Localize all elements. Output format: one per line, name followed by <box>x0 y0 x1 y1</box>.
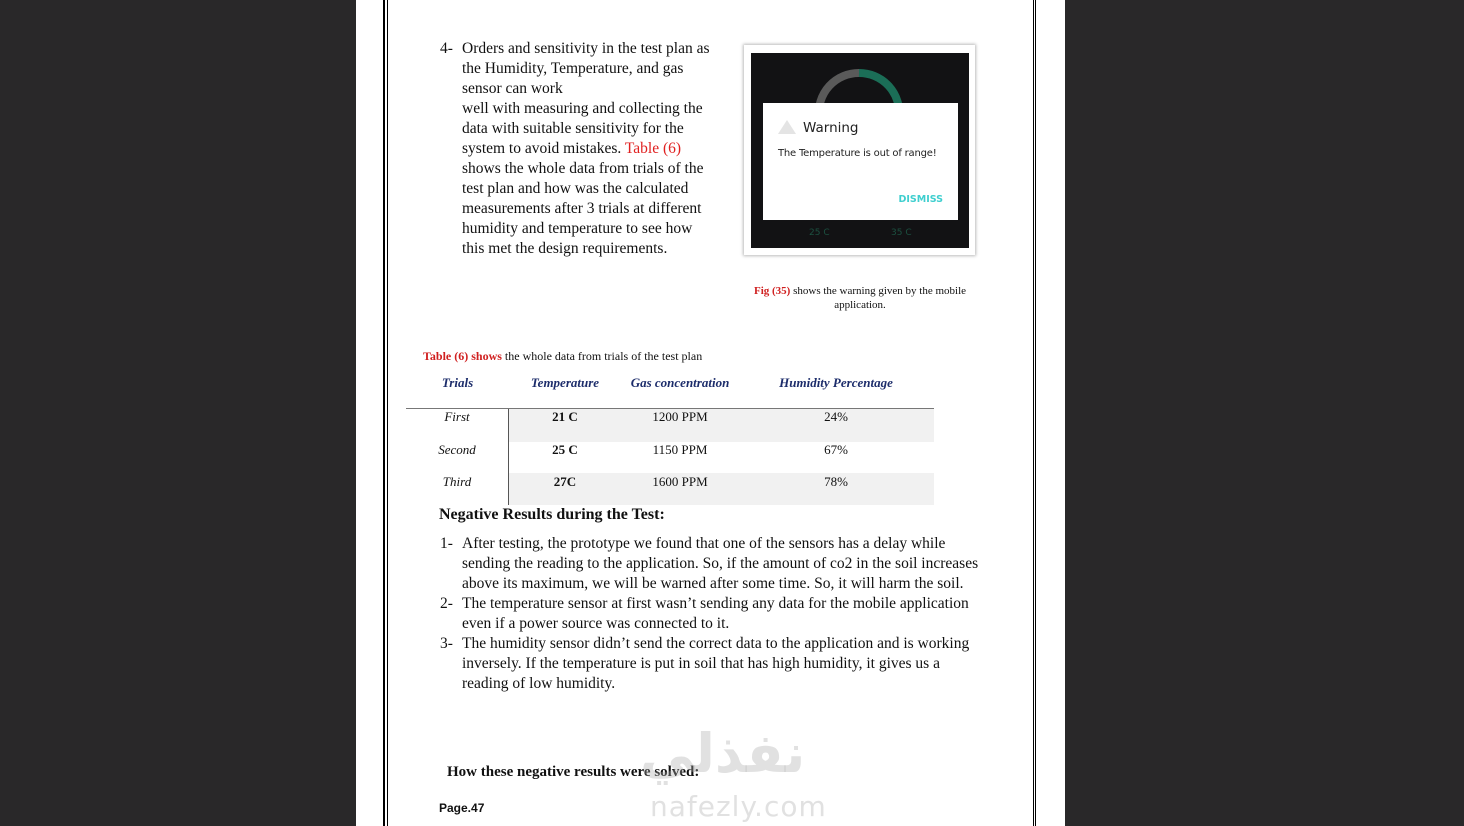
page-border-left <box>383 0 385 826</box>
page-border-left-inner <box>387 0 388 826</box>
cell-gas: 1200 PPM <box>652 409 708 424</box>
text-line: this met the design requirements. <box>462 240 668 257</box>
text-line: sensor can work <box>462 80 563 97</box>
cell-humidity: 24% <box>824 409 848 424</box>
table-column-rule <box>508 409 509 505</box>
text-line: well with measuring and collecting the <box>462 100 703 117</box>
list-item <box>440 534 985 594</box>
figure-reference: Fig (35) <box>753 285 791 297</box>
header-gas: Gas concentration <box>630 375 730 390</box>
watermark-latin: nafezly.com <box>650 790 827 823</box>
list-text: After testing, the prototype we found that one of the sensors has a delay while sending the reading to the application. So, if the amount of co2 in the soil increases above its maximum, we will be warned after some time. So, it will harm the soil. <box>462 535 979 592</box>
max-value: 35 C <box>891 228 912 238</box>
text-line: measurements after 3 trials at different <box>462 200 702 217</box>
cell-humidity: 67% <box>824 442 848 457</box>
table-caption-reference: Table (6) shows <box>423 349 502 363</box>
list-text: The temperature sensor at first wasn’t sending any data for the mobile application even if a power source was connected to it. <box>462 595 969 632</box>
page-border-right <box>1035 0 1036 826</box>
text-line: humidity and temperature to see how <box>462 220 693 237</box>
header-humidity: Humidity Percentage <box>779 375 893 390</box>
list-number: 4- <box>440 40 453 57</box>
page-border-right-inner <box>1033 0 1034 826</box>
text-line: test plan and how was the calculated <box>462 180 689 197</box>
list-number: 3- <box>440 635 453 652</box>
min-value: 25 C <box>809 228 830 238</box>
dialog-title: Warning <box>803 120 859 136</box>
section-heading: Negative Results during the Test: <box>439 506 665 523</box>
list-item-4 <box>440 39 730 259</box>
list-item <box>440 634 985 694</box>
cell-temperature: 21 C <box>552 409 578 424</box>
text-line: data with suitable sensitivity for the <box>462 120 684 137</box>
text-line: shows the whole data from trials of the <box>462 160 704 177</box>
header-temperature: Temperature <box>530 375 600 390</box>
text-line: system to avoid mistakes. Table (6) <box>462 140 682 157</box>
cell-gas: 1150 PPM <box>652 442 708 457</box>
warning-icon <box>777 119 797 135</box>
table-reference: Table (6) <box>624 140 682 157</box>
page-number: Page.47 <box>439 801 485 815</box>
watermark-arabic: نفذلي <box>640 722 806 785</box>
cell-gas: 1600 PPM <box>652 474 708 489</box>
cell-humidity: 78% <box>824 474 848 489</box>
solved-heading: How these negative results were solved: <box>447 764 700 780</box>
list-item <box>440 594 985 634</box>
negative-results-list <box>440 534 985 694</box>
cell-temperature: 25 C <box>552 442 578 457</box>
cell-trial: Third <box>442 474 472 489</box>
header-trials: Trials <box>441 375 474 390</box>
list-number: 1- <box>440 535 453 552</box>
list-number: 2- <box>440 595 453 612</box>
dismiss-button[interactable]: DISMISS <box>898 194 943 205</box>
warning-dialog <box>763 103 958 220</box>
figure-caption: Fig (35) shows the warning given by the mobile application. <box>753 285 967 311</box>
table-caption: Table (6) shows the whole data from trials of the test plan <box>423 349 703 363</box>
cell-trial: First <box>444 409 470 424</box>
dialog-message: The Temperature is out of range! <box>778 148 937 159</box>
cell-trial: Second <box>438 442 476 457</box>
cell-temperature: 27C <box>553 474 577 489</box>
text-line: Orders and sensitivity in the test plan as <box>462 40 710 57</box>
text-line: the Humidity, Temperature, and gas <box>462 60 684 77</box>
list-text: The humidity sensor didn’t send the correct data to the application and is working inversely. If the temperature is put in soil that has high humidity, it gives us a reading of low humidity. <box>462 635 970 692</box>
